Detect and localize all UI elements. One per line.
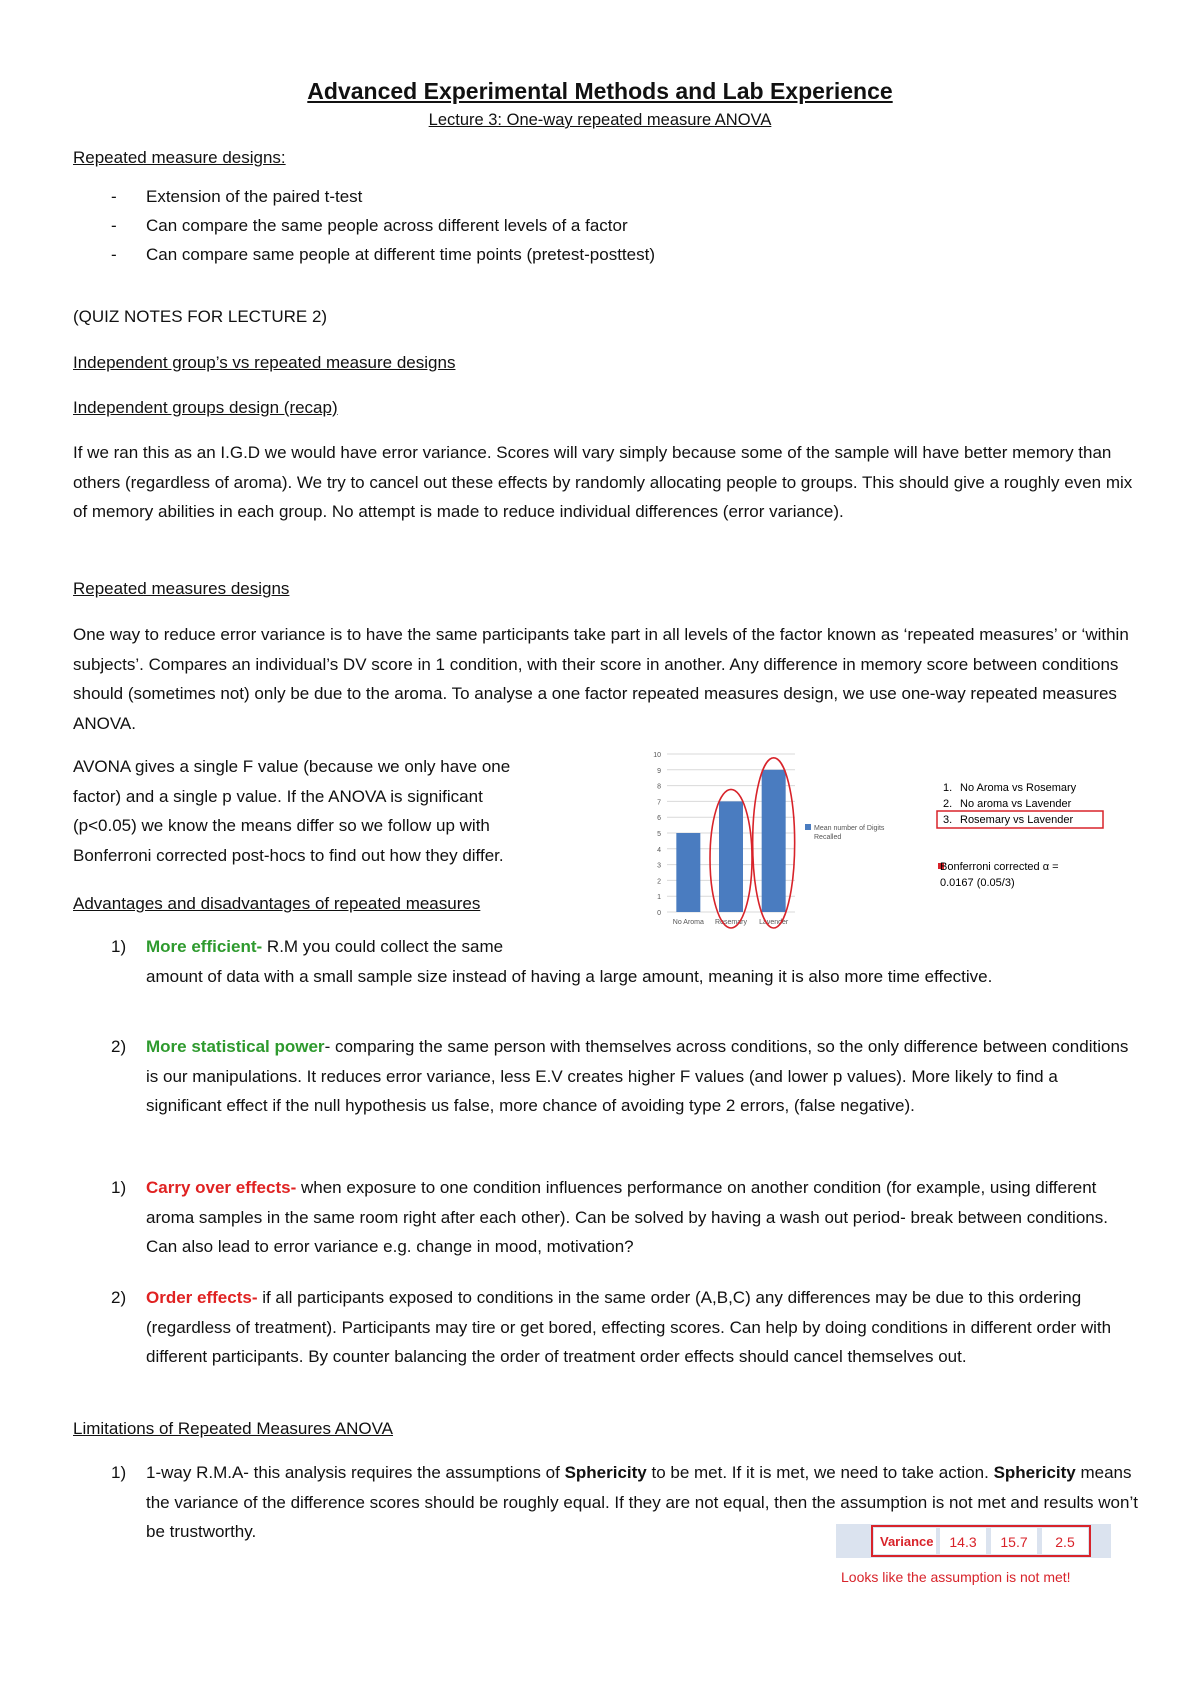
avona-paragraph — [73, 752, 633, 870]
variance-value: 15.7 — [1000, 1534, 1028, 1550]
item-number: 1) — [111, 1178, 127, 1197]
list-item — [73, 932, 1138, 991]
y-tick-label: 2 — [657, 878, 661, 886]
list-item: - Extension of the paired t-test — [73, 182, 1133, 211]
item-number: 1) — [111, 937, 127, 956]
lecture-subtitle: Lecture 3: One-way repeated measure ANOVA — [428, 111, 772, 129]
item-text: amount of data with a small sample size instead of having a large amount, meaning it is also more time effective. — [146, 966, 993, 986]
x-tick-label: No Aroma — [672, 919, 704, 926]
item-text: Sphericity — [993, 1463, 1076, 1482]
legend-label: Mean number of Digits — [814, 825, 885, 832]
list-item — [73, 1032, 1138, 1121]
comparison-number: 3. — [943, 814, 953, 826]
ig-vs-rm-heading: Independent group’s vs repeated measure designs — [73, 353, 456, 372]
item-number: 2) — [111, 1288, 127, 1307]
item-number: 2) — [111, 1037, 127, 1056]
y-axis-ticks — [653, 752, 661, 917]
legend-label: Recalled — [814, 834, 842, 841]
bar — [762, 770, 786, 912]
y-tick-label: 6 — [657, 815, 661, 823]
x-axis-labels — [673, 919, 789, 926]
bonferroni-line: Bonferroni corrected α = — [940, 861, 1059, 873]
item-label: Carry over effects- — [146, 1178, 297, 1197]
x-tick-label: Lavender — [759, 919, 789, 926]
list-item: - Can compare same people at different time points (pretest-posttest) — [73, 240, 1133, 269]
avona-line: factor) and a single p value. If the ANOVA is significant — [73, 786, 483, 806]
comparison-label: No Aroma vs Rosemary — [960, 782, 1077, 794]
repeated-designs-list — [73, 182, 1133, 269]
list-item — [73, 1173, 1138, 1262]
bonferroni-line: 0.0167 (0.05/3) — [940, 877, 1015, 889]
list-item: - Can compare the same people across different levels of a factor — [73, 211, 1133, 240]
limitations-heading: Limitations of Repeated Measures ANOVA — [73, 1419, 394, 1438]
y-tick-label: 8 — [657, 783, 661, 791]
y-tick-label: 7 — [657, 799, 661, 807]
item-text: when exposure to one condition influences performance on another condition (for example, using different aroma samples in the same room right after each other). Can be solved by having a wash out period- break between conditions. Can also lead to error variance e.g. change in mood, motivation? — [146, 1178, 1108, 1256]
y-tick-label: 9 — [657, 767, 661, 775]
item-text: R.M you could collect the same — [262, 937, 504, 956]
item-label: More statistical power — [146, 1037, 325, 1056]
item-label: More efficient- — [146, 937, 263, 956]
y-tick-label: 4 — [657, 846, 661, 854]
avona-line: (p<0.05) we know the means differ so we follow up with — [73, 816, 490, 835]
bars — [676, 770, 785, 912]
y-tick-label: 0 — [657, 910, 661, 917]
comparison-label: No aroma vs Lavender — [960, 798, 1072, 810]
item-text: 1-way R.M.A- this analysis requires the assumptions of — [146, 1463, 565, 1482]
variance-table — [836, 1520, 1126, 1592]
variance-value: 2.5 — [1055, 1534, 1075, 1550]
y-tick-label: 3 — [657, 862, 661, 870]
list-item-text: Extension of the paired t-test — [146, 187, 363, 206]
igd-paragraph: If we ran this as an I.G.D we would have error variance. Scores will vary simply because some of the sample will have better memory than others (regardless of aroma). We try to cancel out these effects by randomly allocating people to groups. This should give a roughly even mix of memory abilities in each group. No attempt is made to reduce individual differences (error variance). — [73, 443, 1133, 521]
assumption-note: Looks like the assumption is not met! — [841, 1569, 1071, 1585]
comparison-number: 1. — [943, 782, 953, 794]
avona-line: AVONA gives a single F value (because we only have one — [73, 757, 511, 776]
repeated-designs-heading: Repeated measure designs: — [73, 148, 286, 167]
item-text: - comparing the same person with themselves across conditions, so the only difference between conditions is our manipulations. It reduces error variance, less E.V creates higher F values (and lower p values). More likely to find a significant effect if the null hypothesis us false, more chance of avoiding type 2 errors, (false negative). — [146, 1037, 1129, 1115]
comparison-number: 2. — [943, 798, 953, 810]
variance-label: Variance — [880, 1534, 934, 1549]
list-item-text: Can compare the same people across different levels of a factor — [146, 216, 628, 235]
avona-line: Bonferroni corrected post-hocs to find out how they differ. — [73, 845, 504, 865]
item-label: Order effects- — [146, 1288, 258, 1307]
y-tick-label: 10 — [653, 752, 661, 759]
rmd-paragraph: One way to reduce error variance is to have the same participants take part in all levels of the factor known as ‘repeated measures’ or ‘within subjects’. Compares an individual’s DV score in 1 condition, with their score in another. Any difference in memory score between conditions should (sometimes not) only be due to the aroma. To analyse a one factor repeated measures design, we use one-way repeated measures ANOVA. — [73, 625, 1129, 733]
y-tick-label: 5 — [657, 831, 661, 838]
comparison-label: Rosemary vs Lavender — [960, 814, 1074, 826]
quiz-note: (QUIZ NOTES FOR LECTURE 2) — [73, 307, 328, 326]
rmd-heading: Repeated measures designs — [73, 579, 290, 598]
x-tick-label: Rosemary — [715, 919, 747, 926]
item-text: if all participants exposed to conditions in the same order (A,B,C) any differences may be due to this ordering (regardless of treatment). Participants may tire or get bored, effecting scores. Can help by doing conditions in different order with different participants. By counter balancing the order of treatment order effects should cancel themselves out. — [146, 1288, 1112, 1366]
item-text: Sphericity — [564, 1463, 647, 1482]
advantages-heading: Advantages and disadvantages of repeated measures — [73, 894, 481, 913]
legend-swatch — [805, 824, 811, 830]
page-title: Advanced Experimental Methods and Lab Experience — [307, 78, 893, 104]
chart-legend — [805, 824, 885, 841]
bar-chart — [645, 748, 1145, 934]
y-tick-label: 1 — [657, 894, 661, 902]
item-text: means the variance of the difference scores should be roughly equal. If they are not equal, then the assumption is not met and results won’t be trustworthy. — [146, 1463, 1138, 1541]
bar — [719, 801, 743, 912]
list-item-text: Can compare same people at different time points (pretest-posttest) — [146, 245, 655, 264]
bar — [676, 833, 700, 912]
igd-heading: Independent groups design (recap) — [73, 398, 338, 417]
item-number: 1) — [111, 1463, 127, 1482]
list-item — [73, 1283, 1138, 1372]
variance-value: 14.3 — [949, 1534, 977, 1550]
item-text: to be met. If it is met, we need to take action. — [646, 1463, 994, 1482]
